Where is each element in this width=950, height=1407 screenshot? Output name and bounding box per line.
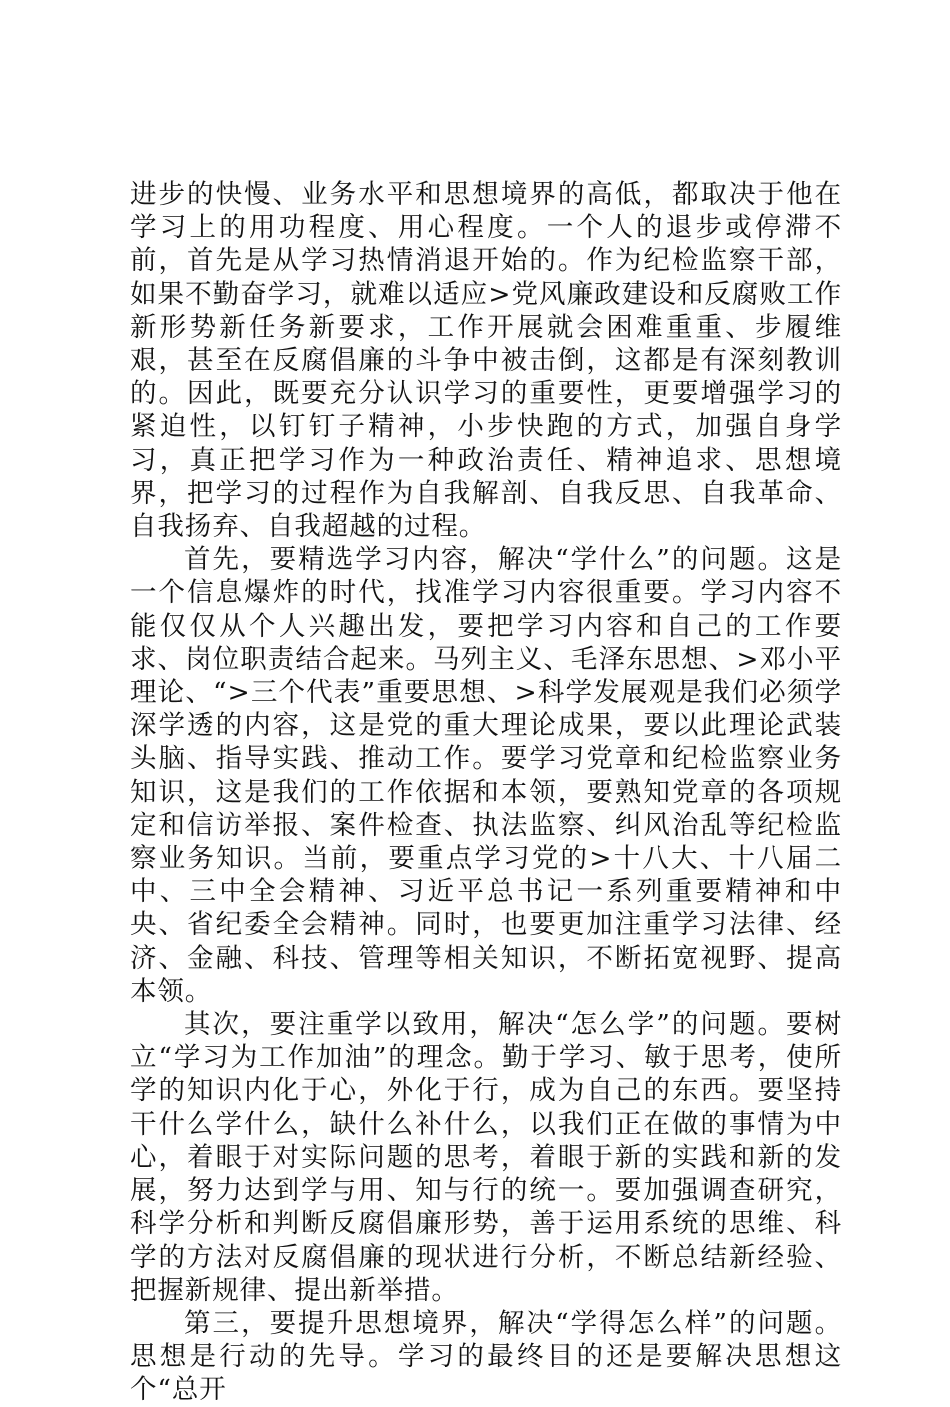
paragraph-3: 其次，要注重学以致用，解决“怎么学”的问题。要树立“学习为工作加油”的理念。勤于学习、敏于思考，使所学的知识内化于心，外化于行，成为自己的东西。要坚持干什么学什么，缺什么补什么，以我们正在做的事情为中心，着眼于对实际问题的思考，着眼于新的实践和新的发展，努力达到学与用、知与行的统一。要加强调查研究，科学分析和判断反腐倡廉形势，善于运用系统的思维、科学的方法对反腐倡廉的现状进行分析，不断总结新经验、把握新规律、提出新举措。 (130, 1009, 842, 1306)
paragraph-1: 进步的快慢、业务水平和思想境界的高低，都取决于他在学习上的用功程度、用心程度。一个人的退步或停滞不前，首先是从学习热情消退开始的。作为纪检监察干部，如果不勤奋学习，就难以适应>党风廉政建设和反腐败工作新形势新任务新要求，工作开展就会困难重重、步履维艰，甚至在反腐倡廉的斗争中被击倒，这都是有深刻教训的。因此，既要充分认识学习的重要性，更要增强学习的紧迫性，以钉钉子精神，小步快跑的方式，加强自身学习，真正把学习作为一种政治责任、精神追求、思想境界，把学习的过程作为自我解剖、自我反思、自我革命、自我扬弃、自我超越的过程。 (130, 179, 842, 543)
paragraph-2: 首先，要精选学习内容，解决“学什么”的问题。这是一个信息爆炸的时代，找准学习内容很重要。学习内容不能仅仅从个人兴趣出发，要把学习内容和自己的工作要求、岗位职责结合起来。马列主义、毛泽东思想、>邓小平理论、“>三个代表”重要思想、>科学发展观是我们必须学深学透的内容，这是党的重大理论成果，要以此理论武装头脑、指导实践、推动工作。要学习党章和纪检监察业务知识，这是我们的工作依据和本领，要熟知党章的各项规定和信访举报、案件检查、执法监察、纠风治乱等纪检监察业务知识。当前，要重点学习党的>十八大、十八届二中、三中全会精神、习近平总书记一系列重要精神和中央、省纪委全会精神。同时，也要更加注重学习法律、经济、金融、科技、管理等相关知识，不断拓宽视野、提高本领。 (130, 544, 842, 1007)
document-body (130, 178, 842, 1407)
paragraph-4: 第三，要提升思想境界，解决“学得怎么样”的问题。思想是行动的先导。学习的最终目的还是要解决思想这个“总开 (130, 1307, 842, 1406)
